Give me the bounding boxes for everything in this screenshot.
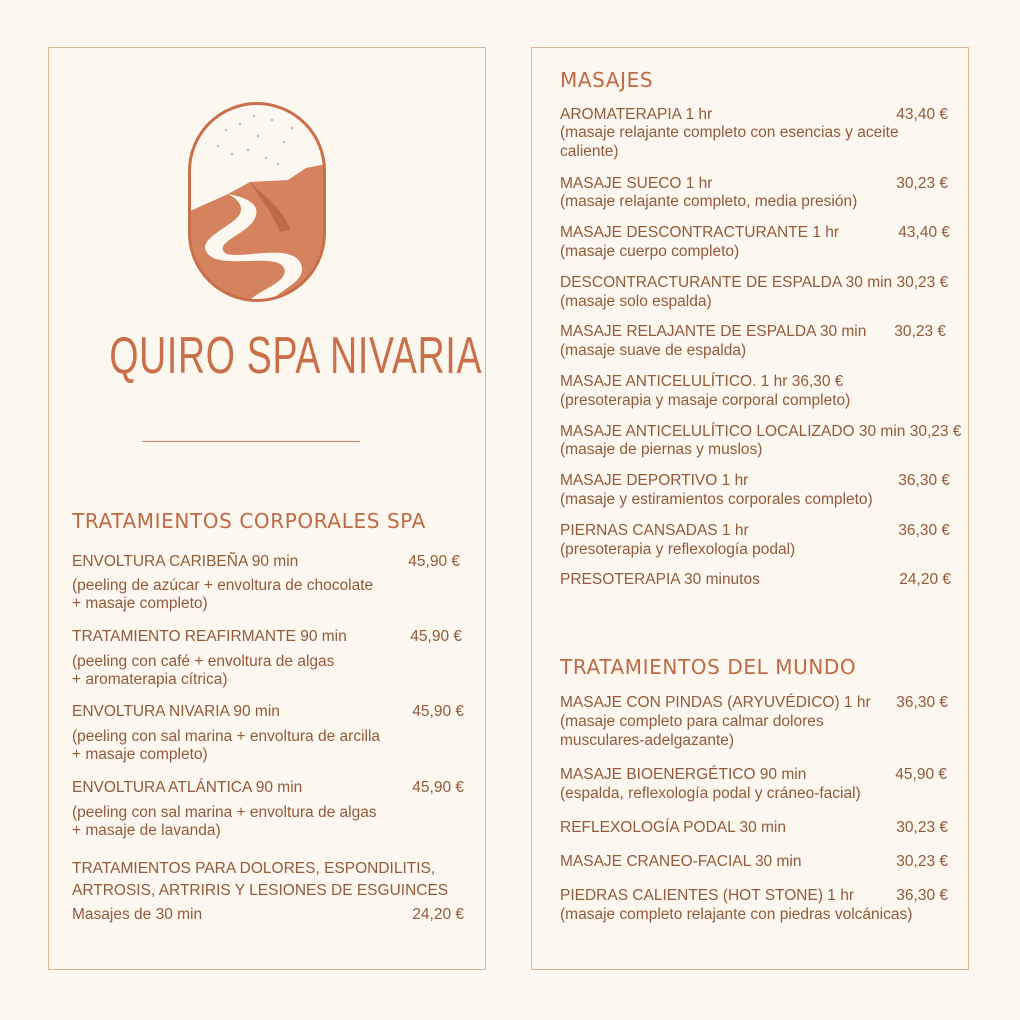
dolores-title-line: TRATAMIENTOS PARA DOLORES, ESPONDILITIS, — [72, 860, 436, 877]
item-description: (peeling con sal marina + envoltura de algas — [72, 804, 377, 821]
item-name: MASAJE ANTICELULÍTICO. 1 hr 36,30 € — [560, 373, 844, 390]
item-description: (masaje cuerpo completo) — [560, 243, 740, 260]
section-title-corporales: TRATAMIENTOS CORPORALES SPA — [72, 509, 426, 533]
item-name: PRESOTERAPIA 30 minutos — [560, 571, 760, 588]
item-name: AROMATERAPIA 1 hr — [560, 106, 713, 123]
desert-dunes-logo — [188, 102, 326, 302]
item-description: (peeling de azúcar + envoltura de chocolate — [72, 577, 374, 594]
item-name: ENVOLTURA ATLÁNTICA 90 min — [72, 779, 303, 796]
item-name: MASAJE BIOENERGÉTICO 90 min — [560, 766, 807, 783]
item-price: 45,90 € — [895, 766, 947, 783]
divider-line — [142, 441, 360, 442]
item-name: PIEDRAS CALIENTES (HOT STONE) 1 hr — [560, 887, 854, 904]
item-description: (presoterapia y reflexología podal) — [560, 541, 796, 558]
item-description: + aromaterapia cítrica) — [72, 671, 228, 688]
item-name: MASAJE RELAJANTE DE ESPALDA 30 min — [560, 323, 867, 340]
item-price: 30,23 € — [894, 323, 946, 340]
item-name: MASAJE CON PINDAS (ARYUVÉDICO) 1 hr — [560, 694, 871, 711]
item-description: (masaje completo relajante con piedras volcánicas) — [560, 906, 913, 923]
item-price: 36,30 € — [898, 472, 950, 489]
item-price: 36,30 € — [896, 694, 948, 711]
item-name: TRATAMIENTO REAFIRMANTE 90 min — [72, 628, 347, 645]
item-price: 36,30 € — [896, 887, 948, 904]
item-name: ENVOLTURA CARIBEÑA 90 min — [72, 553, 299, 570]
item-name: MASAJE DESCONTRACTURANTE 1 hr — [560, 224, 840, 241]
dolores-price: 24,20 € — [412, 906, 464, 923]
section-title-mundo: TRATAMIENTOS DEL MUNDO — [560, 655, 857, 679]
item-description: + masaje completo) — [72, 746, 208, 763]
item-description: (masaje relajante completo con esencias y aceite — [560, 124, 899, 141]
item-description: (presoterapia y masaje corporal completo) — [560, 392, 851, 409]
item-name: PIERNAS CANSADAS 1 hr — [560, 522, 749, 539]
item-description: + masaje de lavanda) — [72, 822, 221, 839]
item-price: 30,23 € — [896, 819, 948, 836]
item-price: 30,23 € — [896, 175, 948, 192]
item-description: (masaje y estiramientos corporales completo) — [560, 491, 873, 508]
item-price: 43,40 € — [896, 106, 948, 123]
item-description: (masaje suave de espalda) — [560, 342, 747, 359]
item-name: REFLEXOLOGÍA PODAL 30 min — [560, 819, 786, 836]
item-description: musculares-adelgazante) — [560, 732, 735, 749]
item-price: 45,90 € — [412, 703, 464, 720]
item-price: 43,40 € — [898, 224, 950, 241]
brand-name: QUIRO SPA NIVARIA — [109, 327, 483, 385]
item-price: 30,23 € — [896, 853, 948, 870]
item-price: 45,90 € — [408, 553, 460, 570]
dolores-subtitle: Masajes de 30 min — [72, 906, 203, 923]
item-name: MASAJE ANTICELULÍTICO LOCALIZADO 30 min 30,23 € — [560, 423, 962, 440]
item-name: MASAJE SUECO 1 hr — [560, 175, 713, 192]
item-description: + masaje completo) — [72, 595, 208, 612]
item-name: MASAJE DEPORTIVO 1 hr — [560, 472, 749, 489]
item-description: (espalda, reflexología podal y cráneo-facial) — [560, 785, 861, 802]
item-description: (peeling con café + envoltura de algas — [72, 653, 335, 670]
item-name: DESCONTRACTURANTE DE ESPALDA 30 min 30,23 € — [560, 274, 949, 291]
item-description: (masaje relajante completo, media presión) — [560, 193, 858, 210]
item-description: (masaje solo espalda) — [560, 293, 712, 310]
dolores-title-line: ARTROSIS, ARTRIRIS Y LESIONES DE ESGUINCES — [72, 882, 449, 899]
item-price: 45,90 € — [412, 779, 464, 796]
item-price: 45,90 € — [410, 628, 462, 645]
item-name: ENVOLTURA NIVARIA 90 min — [72, 703, 280, 720]
item-price: 36,30 € — [898, 522, 950, 539]
item-description: (masaje completo para calmar dolores — [560, 713, 824, 730]
item-description: (masaje de piernas y muslos) — [560, 441, 763, 458]
item-name: MASAJE CRANEO-FACIAL 30 min — [560, 853, 802, 870]
item-price: 24,20 € — [899, 571, 951, 588]
item-description: caliente) — [560, 143, 619, 160]
section-title-masajes: MASAJES — [560, 68, 654, 92]
item-description: (peeling con sal marina + envoltura de arcilla — [72, 728, 381, 745]
